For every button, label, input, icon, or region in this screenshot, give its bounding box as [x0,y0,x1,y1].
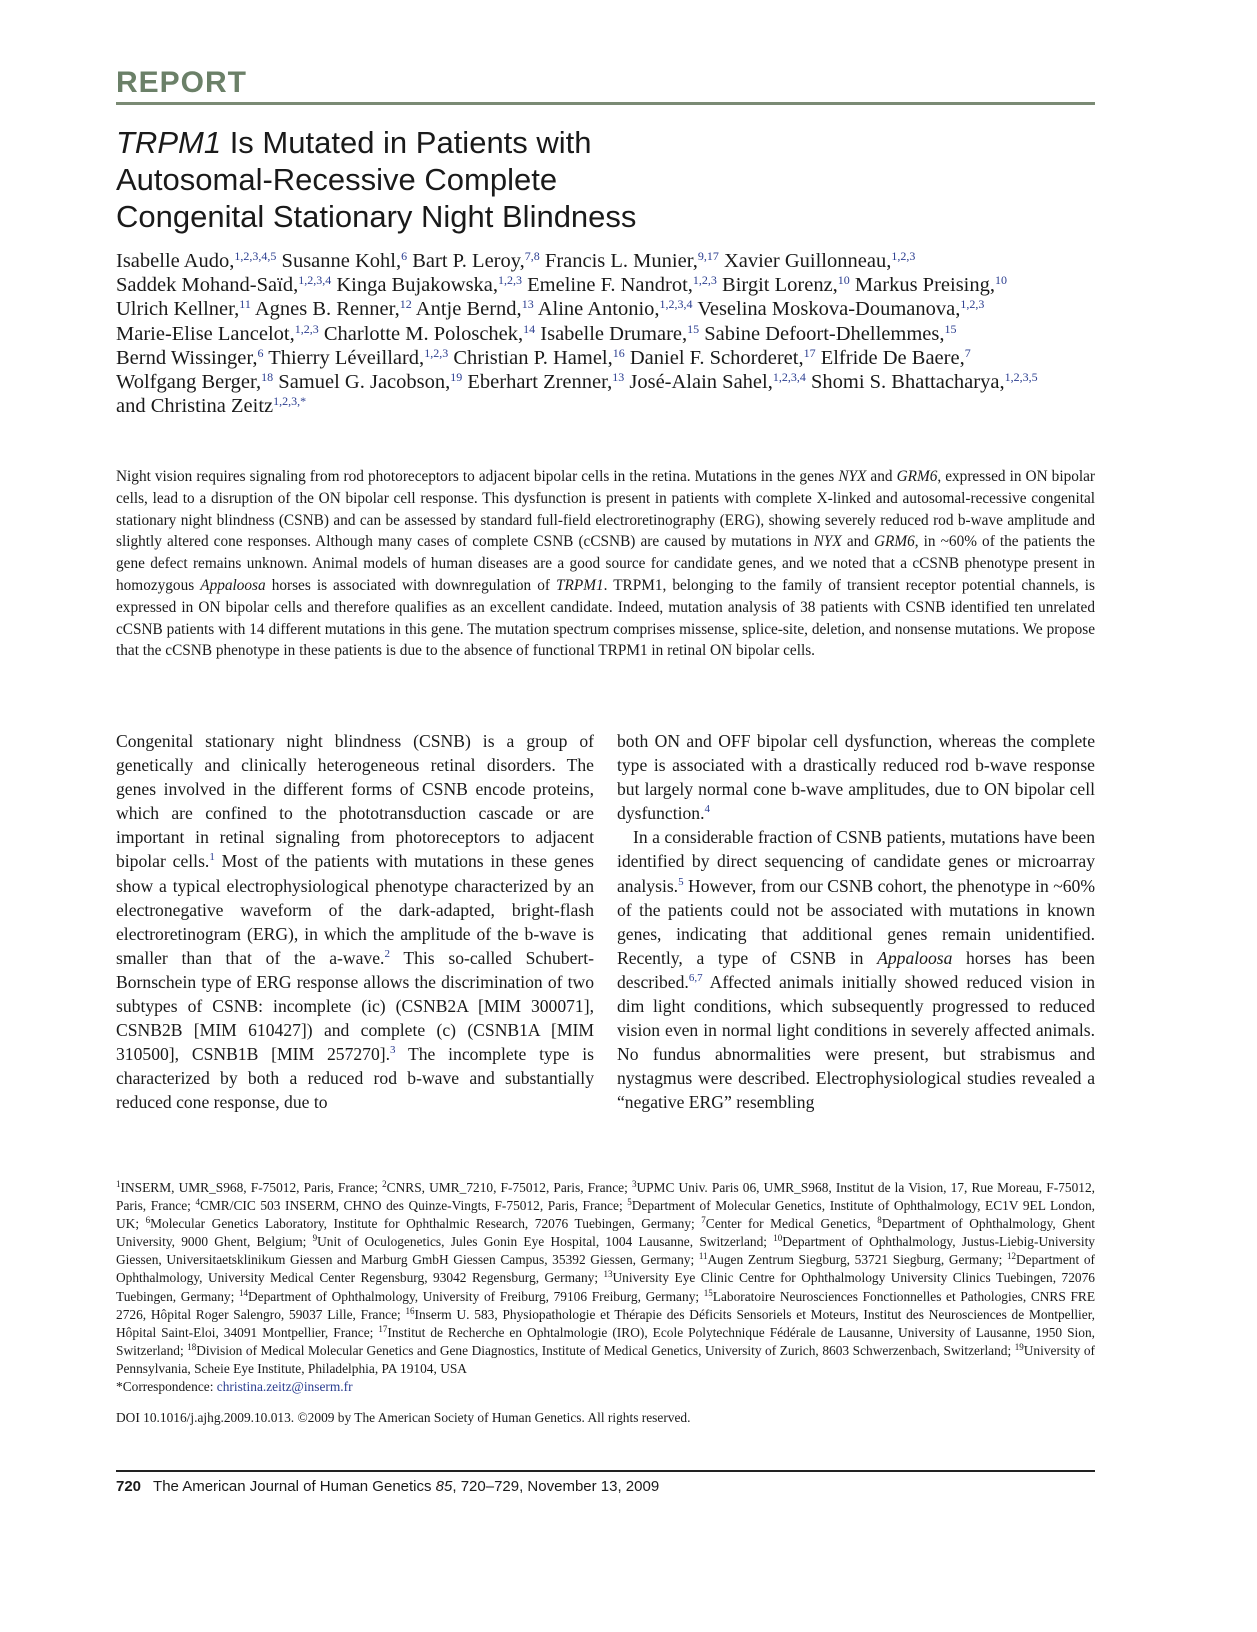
affiliation-number: 7 [701,1215,706,1226]
author-name [697,298,984,320]
affiliation-marker[interactable]: 6 [401,249,408,263]
affiliation-marker[interactable]: 17 [803,345,816,360]
author-name [116,323,319,345]
affiliation-number: 4 [195,1197,200,1208]
body-column-left [116,729,594,1115]
affiliation-marker[interactable]: 7 [964,345,971,360]
author-name-text: Agnes B. Renner, [254,298,400,321]
author-name-text: Sabine Defoort-Dhellemmes, [704,322,945,345]
affiliation-number: 9 [312,1233,318,1244]
author-name-text: Marie-Elise Lancelot, [116,322,295,345]
correspondence-email-link[interactable]: christina.zeitz@inserm.fr [216,1379,353,1395]
affiliation-number: 2 [382,1179,387,1189]
author-name-text: Elfride De Baere, [820,346,965,369]
gene-name: GRM6 [896,468,938,485]
correspondence-label: *Correspondence: [116,1379,217,1395]
affiliation-marker[interactable]: 10 [995,273,1007,288]
affiliation-text: Department of Molecular Genetics, Institute of Ophthalmology, EC1V 9EL London, UK; [116,1198,1095,1232]
abstract-text: Night vision requires signaling from rod photoreceptors to adjacent bipolar cells in the retina. Mutations in the genes [116,468,839,485]
header-rule [116,102,1095,105]
gene-name: NYX [838,468,867,485]
affiliation-marker[interactable]: 6 [257,345,264,360]
author-name [467,371,624,393]
affiliation-marker[interactable]: 1,2,3,4 [772,370,806,385]
abstract [116,466,1095,662]
affiliation-text: Center for Medical Genetics, [705,1216,878,1232]
author-name [282,250,408,272]
doi-line: DOI 10.1016/j.ajhg.2009.10.013. ©2009 by The American Society of Human Genetics. All rights reserved. [116,1410,691,1425]
affiliation-text: INSERM, UMR_S968, F-75012, Paris, France; [120,1180,383,1195]
author-name [821,347,971,369]
author-name [116,298,251,320]
affiliation-number: 11 [698,1251,708,1262]
affiliation-number: 5 [627,1197,632,1208]
author-name [855,274,1007,296]
affiliation-marker[interactable]: 1,2,3,* [273,394,307,409]
affiliation-marker[interactable]: 1,2,3 [960,297,985,312]
affiliation-marker[interactable]: 14 [523,321,536,336]
author-name-text: Daniel F. Schorderet, [629,346,804,369]
author-name [538,298,693,320]
author-name [629,371,805,393]
abstract-text: and [841,533,874,551]
affiliation-number: 8 [877,1215,882,1226]
affiliation-text: Unit of Oculogenetics, Jules Gonin Eye Hospital, 1004 Lausanne, Switzerland; [317,1234,774,1250]
author-name [412,250,540,272]
gene-name: NYX [813,533,842,551]
author-name-text: Emeline F. Nandrot, [527,274,693,297]
body-paragraph: In a considerable fraction of CSNB patients, mutations have been identified by direct sequencing of candidate genes or microarray analysis.$^5$ However, from our CSNB cohort, the phenotype in ~60% of the patients could not be associated with mutations in known genes, indicating that additional genes remain unidentified. Recently, a type of CSNB in Appaloosa horses has been described.$^{6,7}$ Affected animals initially showed reduced vision in dim light conditions, which subsequently progressed to reduced vision even in normal light conditions in severely affected animals. No fundus abnormalities were present, but strabismus and nystagmus were described. Electrophysiological studies revealed a “negative ERG” resembling [617,827,1095,1113]
affiliation-number: 10 [773,1233,783,1244]
affiliation-marker[interactable]: 16 [612,345,625,360]
affiliation-marker[interactable]: 9,17 [697,249,719,263]
author-name-text: José-Alain Sahel, [629,371,773,394]
author-name [453,347,624,369]
title-line2: Autosomal-Recessive Complete [116,162,558,197]
author-name-text: Charlotte M. Poloschek, [323,322,524,345]
body-column-right [617,729,1095,1115]
affiliation-number: 14 [238,1287,248,1298]
affiliation-marker[interactable]: 15 [944,321,957,336]
affiliation-number: 12 [1007,1251,1016,1262]
affiliation-text: Augen Zentrum Siegburg, 53721 Siegburg, Germany; [707,1252,1007,1268]
affiliation-number: 3 [631,1179,637,1189]
author-name [704,323,956,345]
citation-link[interactable]: 3 [390,1044,396,1057]
body-paragraph: Congenital stationary night blindness (CSNB) is a group of genetically and clinically heterogeneous retinal disorders. The genes involved in the different forms of CSNB encode proteins, which are confined to the phototransduction cascade or are important in retinal signaling from photoreceptors to adjacent bipolar cells.$^1$ Most of the patients with mutations in these genes show a typical electrophysiological phenotype characterized by an electronegative waveform of the dark-adapted, bright-flash electroretinogram (ERG), in which the amplitude of the b-wave is smaller than that of the a-wave.$^2$ This so-called Schubert-Bornschein type of ERG response allows the discrimination of two subtypes of CSNB: incomplete (ic) (CSNB2A [MIM 300071], CSNB2B [MIM 610427]) and complete (c) (CSNB1A [MIM 310500], CSNB1B [MIM 257270].$^3$ The incomplete type is characterized by both a reduced rod b-wave and substantially reduced cone response, due to [116,731,595,1113]
affiliation-number: 1 [116,1179,121,1189]
author-name-text: Wolfgang Berger, [116,371,262,394]
affiliation-marker[interactable]: 7,8 [524,249,540,263]
affiliation-number: 13 [603,1269,613,1280]
citation-link[interactable]: 5 [678,875,684,888]
author-list [116,249,1095,418]
author-name-text: Veselina Moskova-Doumanova, [697,298,961,321]
author-name-text: Saddek Mohand-Saïd, [116,274,299,297]
affiliation-text: Laboratoire Neurosciences Fonctionnelles et Pathologies, CNRS FRE 2726, Hôpital Roger Salengro, 59037 Lille, France; [116,1288,1096,1322]
affiliation-marker[interactable]: 12 [399,297,412,312]
author-name-text: Aline Antonio, [537,298,660,321]
affiliations [116,1179,1095,1396]
affiliation-number: 17 [378,1323,388,1334]
citation-link[interactable]: 6,7 [688,971,703,984]
author-name-text: Isabelle Audo, [116,250,235,272]
author-name [336,274,522,296]
affiliation-marker[interactable]: 15 [687,321,700,336]
affiliation-marker[interactable]: 1,2,3,5 [1004,370,1038,385]
affiliation-marker[interactable]: 1,2,3,4 [659,297,693,312]
author-name-text: Markus Preising, [854,274,995,297]
abstract-text: horses is associated with downregulation of [265,576,557,594]
author-name-text: Xavier Guillonneau, [723,250,892,272]
affiliation-marker[interactable]: 1,2,3,4 [298,273,332,288]
author-name [630,347,816,369]
affiliation-marker[interactable]: 10 [837,273,850,288]
article-title [116,124,636,235]
author-name-text: Eberhart Zrenner, [467,371,613,394]
affiliation-number: 19 [1014,1341,1024,1352]
author-name [116,250,276,272]
author-name [324,323,535,345]
affiliation-text: UPMC Univ. Paris 06, UMR_S968, Institut de la Vision, 17, Rue Moreau, F-75012, Paris, France; [116,1180,1095,1214]
citation-link[interactable]: 4 [704,803,710,816]
affiliation-marker[interactable]: 1,2,3 [891,249,916,263]
page-number: 720 [116,1478,142,1495]
affiliation-text: Inserm U. 583, Physiopathologie et Thérapie des Déficits Sensoriels et Moteurs, Institut des Neurosciences de Montpellier, Hôpital Saint-Eloi, 34091 Montpellier, France; [116,1306,1095,1340]
journal-volume: 85 [435,1478,453,1495]
section-label: REPORT [116,66,248,99]
author-name [724,250,915,272]
author-name-text: Francis L. Munier, [544,250,698,272]
author-name [545,250,719,272]
affiliation-marker[interactable]: 1,2,3 [294,321,319,336]
title-gene: TRPM1 [116,125,222,160]
affiliation-marker[interactable]: 1,2,3 [498,273,523,288]
affiliation-text: University Eye Clinic Centre for Ophthalmology University Clinics Tuebingen, 72076 Tuebingen, Germany; [116,1270,1095,1304]
abstract-text: , in ~60% of the patients the gene defect remains unknown. Animal models of human diseases are a good source for candidate genes, and we noted that a cCSNB phenotype present in homozygous [116,533,1095,594]
affiliation-marker[interactable]: 18 [261,370,274,385]
citation-link[interactable]: 2 [384,947,390,960]
journal-name: The American Journal of Human Genetics [153,1478,436,1495]
affiliation-text: Department of Ophthalmology, University of Freiburg, 79106 Freiburg, Germany; [247,1288,704,1304]
affiliation-marker[interactable]: 1,2,3,4,5 [234,249,277,263]
page-footer [116,1478,659,1495]
affiliation-list [116,1180,1095,1376]
author-name-text: Samuel G. Jacobson, [278,371,451,394]
affiliation-text: University of Pennsylvania, Scheie Eye Institute, Philadelphia, PA 19104, USA [116,1342,1095,1376]
journal-issue-date: , 720–729, November 13, 2009 [452,1478,660,1495]
author-name-text: Isabelle Drumare, [540,322,688,345]
author-name-text: Antje Bernd, [415,298,522,321]
author-name-text: Kinga Bujakowska, [336,274,499,297]
affiliation-number: 6 [145,1215,151,1226]
title-line3: Congenital Stationary Night Blindness [116,199,637,234]
gene-name: TRPM1 [556,576,604,594]
author-name-text: Bernd Wissinger, [116,346,258,369]
author-name-text: Shomi S. Bhattacharya, [810,371,1005,394]
author-name [416,298,534,320]
author-name [278,371,462,393]
author-name-text: Christian P. Hamel, [453,346,613,369]
author-name-text: Birgit Lorenz, [722,274,838,297]
abstract-text: . TRPM1, belonging to the family of transient receptor potential channels, is expressed in ON bipolar cells and therefore qualifies as an excellent candidate. Indeed, mutation analysis of 38 patients with CSNB identified ten unrelated cCSNB patients with 14 different mutations in this gene. The mutation spectrum comprises missense, splice-site, deletion, and nonsense mutations. We propose that the cCSNB phenotype in these patients is due to the absence of functional TRPM1 in retinal ON bipolar cells. [116,576,1095,660]
affiliation-marker[interactable]: 13 [612,370,625,385]
gene-name: GRM6 [873,533,915,551]
affiliation-text: CMR/CIC 503 INSERM, CHNO des Quinze-Vingts, F-75012, Paris, France; [199,1198,628,1214]
affiliation-marker[interactable]: 19 [450,370,463,385]
author-name [255,298,412,320]
affiliation-text: Department of Ophthalmology, University Medical Center Regensburg, 93042 Regensburg, Germany; [116,1252,1095,1286]
affiliation-text: Department of Ophthalmology, Ghent University, 9000 Ghent, Belgium; [116,1216,1095,1250]
author-name-text: Ulrich Kellner, [116,298,240,321]
author-name [540,323,699,345]
author-name [116,371,273,393]
abstract-text: , expressed in ON bipolar cells, lead to a disruption of the ON bipolar cell response. This dysfunction is present in patients with complete X-linked and autosomal-recessive congenital stationary night blindness (CSNB) and can be assessed by standard full-field electroretinography (ERG), showing severely reduced rod b-wave amplitude and slightly altered cone responses. Although many cases of complete CSNB (cCSNB) are caused by mutations in [116,468,1095,551]
affiliation-text: Molecular Genetics Laboratory, Institute for Ophthalmic Research, 72076 Tuebingen, Germany; [150,1216,702,1232]
author-name [268,347,448,369]
affiliation-text: CNRS, UMR_7210, F-75012, Paris, France; [386,1180,632,1195]
affiliation-number: 16 [405,1305,415,1316]
species-name: Appaloosa [877,947,953,968]
author-name [527,274,717,296]
citation-link[interactable]: 1 [209,851,215,864]
affiliation-marker[interactable]: 1,2,3 [692,273,717,288]
author-name [722,274,850,296]
author-name-text: Thierry Léveillard, [268,346,425,369]
affiliation-text: Division of Medical Molecular Genetics and Gene Diagnostics, Institute of Medical Genetics, University of Zurich, 8603 Schwerzenbach, Switzerland; [196,1342,1015,1358]
affiliation-number: 15 [703,1287,713,1298]
affiliation-text: Department of Ophthalmology, Justus-Liebig-University Giessen, Universitaetsklinikum Giessen and Marburg GmbH Giessen Campus, 35392 Giessen, Germany; [116,1234,1095,1268]
footer-rule [116,1470,1095,1472]
author-name [116,347,263,369]
body-paragraph: both ON and OFF bipolar cell dysfunction, whereas the complete type is associated with a drastically reduced rod b-wave response but largely normal cone b-wave amplitudes, due to ON bipolar cell dysfunction.$^4$ [617,731,1095,824]
affiliation-marker[interactable]: 1,2,3 [424,345,449,360]
affiliation-marker[interactable]: 13 [521,297,534,312]
author-name-text: Susanne Kohl, [281,250,402,272]
affiliation-marker[interactable]: 11 [239,297,251,312]
author-name-text: Bart P. Leroy, [412,250,525,272]
abstract-text: and [866,468,897,485]
author-name [116,395,306,417]
species-name: Appaloosa [200,576,266,594]
author-name [811,371,1038,393]
affiliation-text: Institut de Recherche en Ophtalmologie (IRO), Ecole Polytechnique Fédérale de Lausanne, University of Lausanne, 1950 Sion, Switzerland; [116,1324,1095,1358]
author-name-text: and Christina Zeitz [116,395,274,418]
affiliation-number: 18 [187,1341,197,1352]
title-line1: Is Mutated in Patients with [221,125,592,160]
author-name [116,274,331,296]
